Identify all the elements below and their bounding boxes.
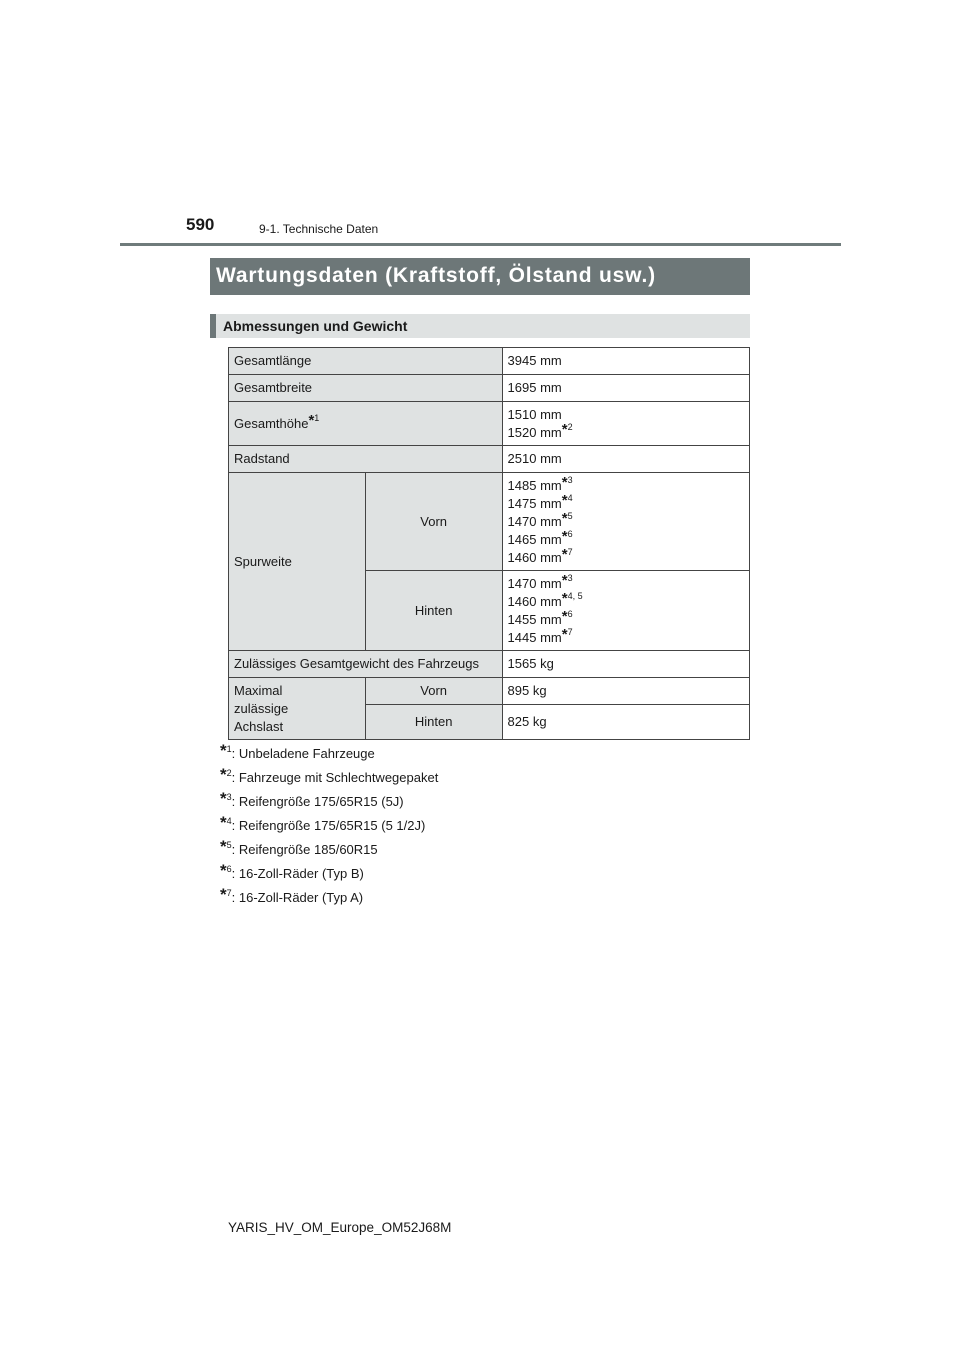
footnote-ref: 6 [567, 608, 573, 619]
footnote-asterisk: * [561, 473, 568, 491]
footnote-ref: 4, 5 [567, 590, 583, 601]
value-line [507, 473, 744, 495]
row-label [229, 402, 503, 446]
footnote-asterisk: * [220, 861, 227, 880]
footnote-ref: 6 [567, 528, 573, 539]
value-line [507, 491, 744, 513]
footnote-asterisk: * [561, 607, 568, 625]
footnote-ref: 2 [567, 421, 573, 432]
footnote-ref: 4 [226, 816, 232, 826]
row-value [502, 473, 749, 571]
value-line [507, 545, 744, 567]
footnote-asterisk: * [220, 837, 227, 856]
dimensions-table [228, 347, 750, 740]
footnote-asterisk: * [561, 420, 568, 438]
value-text: 1520 mm [507, 424, 562, 440]
footnote-asterisk: * [308, 411, 315, 429]
footnote-ref: 7 [226, 888, 232, 898]
row-value: 2510 mm [502, 446, 749, 473]
footnote-asterisk: * [561, 491, 568, 509]
table-row [229, 348, 750, 375]
value-text: 1510 mm [507, 406, 562, 422]
table-row [229, 651, 750, 678]
footnote-item [220, 839, 438, 863]
row-value [502, 402, 749, 446]
sub-label: Vorn [365, 473, 502, 571]
value-line [507, 509, 744, 531]
value-line [507, 420, 744, 442]
subsection-heading: Abmessungen und Gewicht [210, 314, 750, 338]
footnote-text: : 16-Zoll-Räder (Typ B) [231, 866, 364, 881]
footnote-item [220, 863, 438, 887]
header-divider [120, 243, 841, 246]
value-text: 1445 mm [507, 629, 562, 645]
section-reference: 9-1. Technische Daten [259, 222, 379, 236]
value-text: 1470 mm [507, 513, 562, 529]
table-row [229, 678, 750, 705]
row-value: 895 kg [502, 678, 749, 705]
row-label: Spurweite [229, 473, 366, 651]
value-line [507, 527, 744, 549]
row-value: 1695 mm [502, 375, 749, 402]
footnote-text: : Unbeladene Fahrzeuge [231, 746, 375, 761]
sub-label: Hinten [365, 705, 502, 740]
footnote-text: : 16-Zoll-Räder (Typ A) [231, 890, 364, 905]
footnote-item [220, 815, 438, 839]
footnote-text: : Reifengröße 175/65R15 (5J) [231, 794, 404, 809]
document-footer: YARIS_HV_OM_Europe_OM52J68M [228, 1220, 452, 1235]
page-number: 590 [186, 215, 215, 234]
footnotes [220, 743, 438, 911]
footnote-asterisk: * [561, 545, 568, 563]
row-value [502, 571, 749, 651]
value-line [507, 571, 744, 593]
table-row [229, 446, 750, 473]
value-text: 1485 mm [507, 477, 562, 493]
row-label: Gesamtlänge [229, 348, 503, 375]
footnote-item [220, 887, 438, 911]
footnote-ref: 5 [567, 510, 573, 521]
value-line [507, 607, 744, 629]
footnote-asterisk: * [561, 509, 568, 527]
footnote-item [220, 791, 438, 815]
footnote-asterisk: * [220, 885, 227, 904]
value-text: 1470 mm [507, 575, 562, 591]
value-text: 1460 mm [507, 593, 562, 609]
row-label: Radstand [229, 446, 503, 473]
row-label [229, 678, 366, 740]
footnote-text: : Reifengröße 185/60R15 [231, 842, 378, 857]
page-title: Wartungsdaten (Kraftstoff, Ölstand usw.) [210, 258, 750, 295]
footnote-asterisk: * [220, 765, 227, 784]
footnote-asterisk: * [220, 789, 227, 808]
value-text: 1460 mm [507, 549, 562, 565]
row-label: Gesamtbreite [229, 375, 503, 402]
footnote-ref: 5 [226, 840, 232, 850]
footnote-asterisk: * [561, 571, 568, 589]
footnote-asterisk: * [561, 625, 568, 643]
footnote-ref: 3 [226, 792, 232, 802]
footnote-ref: 7 [567, 626, 573, 637]
footnote-ref: 3 [567, 572, 573, 583]
footnote-text: : Reifengröße 175/65R15 (5 1/2J) [231, 818, 426, 833]
value-text: 1465 mm [507, 531, 562, 547]
footnote-ref: 6 [226, 864, 232, 874]
footnote-item [220, 743, 438, 767]
value-line [508, 406, 744, 424]
table-row [229, 402, 750, 446]
sub-label: Hinten [365, 571, 502, 651]
footnote-ref: 1 [314, 412, 320, 423]
sub-label: Vorn [365, 678, 502, 705]
footnote-asterisk: * [220, 741, 227, 760]
row-value: 1565 kg [502, 651, 749, 678]
value-line [507, 625, 744, 647]
row-value: 825 kg [502, 705, 749, 740]
table-row [229, 473, 750, 571]
label-line: Achslast [234, 718, 284, 734]
footnote-ref: 1 [226, 744, 232, 754]
footnote-ref: 3 [567, 474, 573, 485]
footnote-item [220, 767, 438, 791]
value-text: 1455 mm [507, 611, 562, 627]
row-value: 3945 mm [502, 348, 749, 375]
row-label: Zulässiges Gesamtgewicht des Fahrzeugs [229, 651, 503, 678]
label-line: Maximal [234, 682, 283, 698]
footnote-ref: 4 [567, 492, 573, 503]
footnote-ref: 2 [226, 768, 232, 778]
footnote-ref: 7 [567, 546, 573, 557]
footnote-asterisk: * [561, 527, 568, 545]
row-label-text: Gesamthöhe [234, 415, 309, 431]
value-line [507, 589, 744, 611]
table-row [229, 375, 750, 402]
footnote-asterisk: * [561, 589, 568, 607]
value-text: 1475 mm [507, 495, 562, 511]
footnote-asterisk: * [220, 813, 227, 832]
label-line: zulässige [234, 700, 289, 716]
footnote-text: : Fahrzeuge mit Schlechtwegepaket [231, 770, 439, 785]
